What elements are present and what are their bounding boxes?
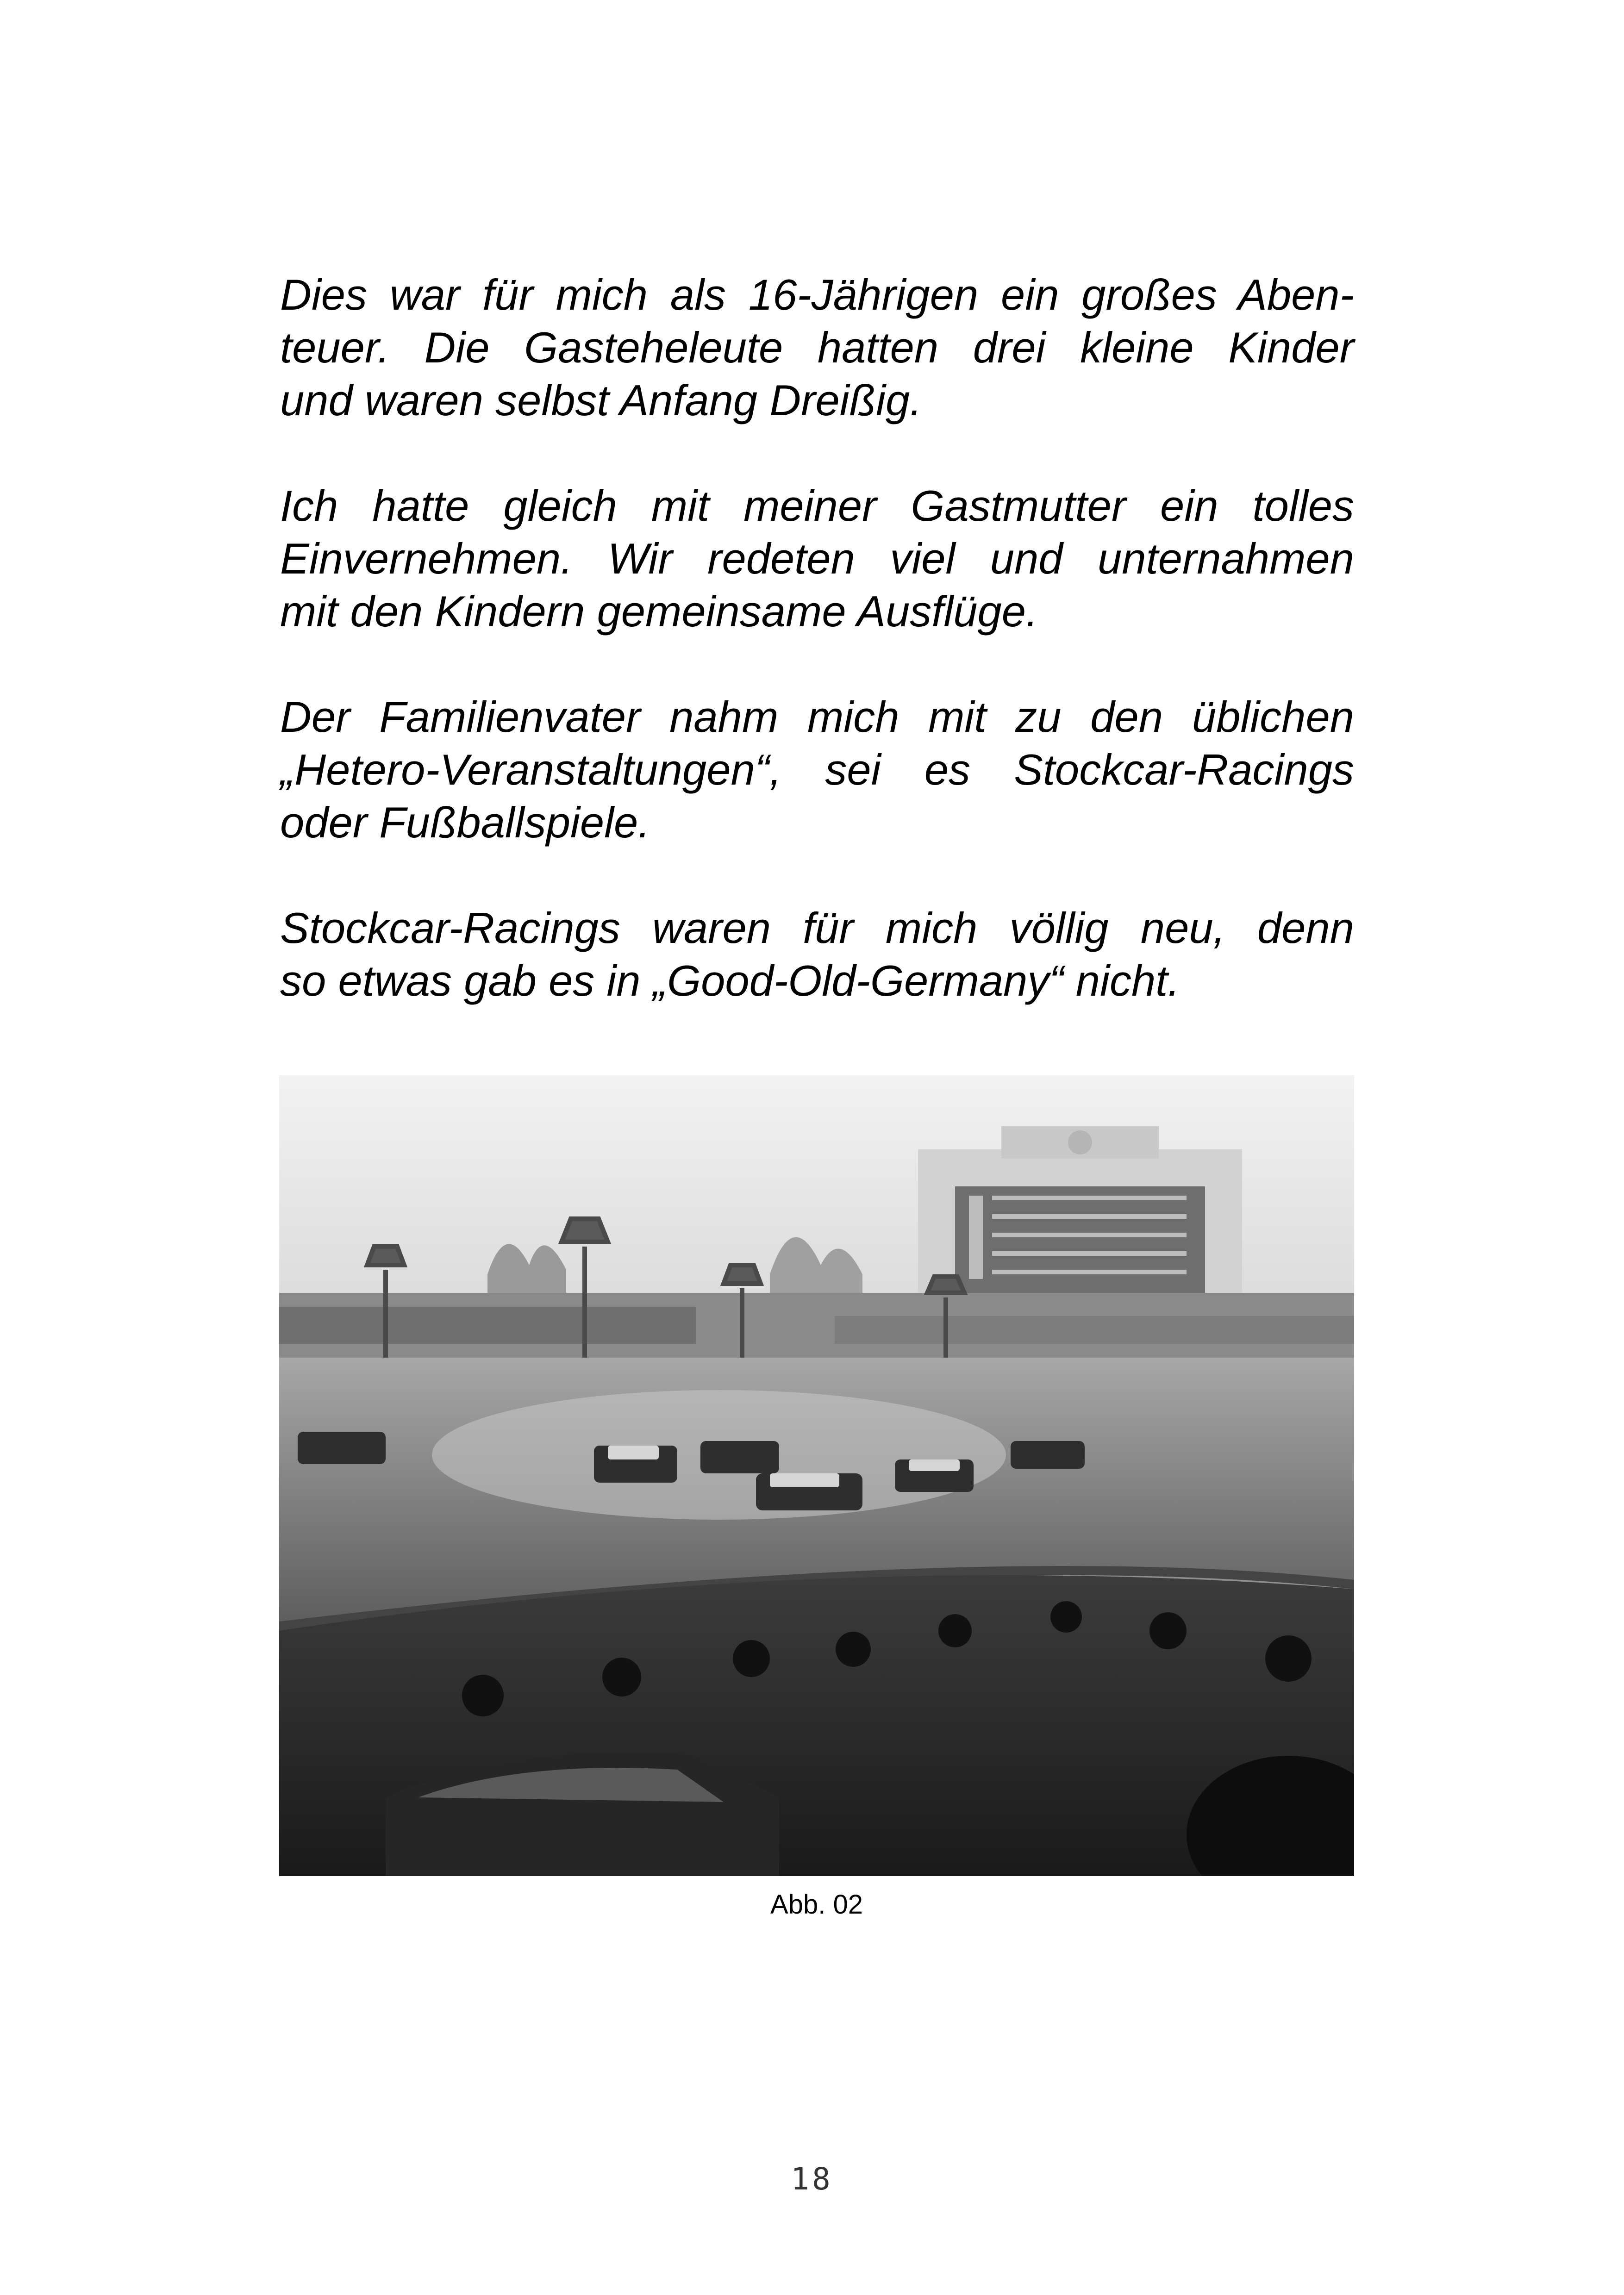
paragraph-1	[280, 268, 1354, 427]
stadium-photo	[279, 1075, 1354, 1876]
figure-caption: Abb. 02	[770, 1890, 863, 1920]
text-line: so etwas gab es in „Good-Old-Germany“ nicht.	[280, 956, 1180, 1005]
text-line: oder Fußballspiele.	[280, 798, 650, 847]
text-line: Stockcar-Racings waren für mich völlig neu, denn	[280, 904, 1354, 952]
text-line: Dies war für mich als 16-Jährigen ein großes Aben-	[280, 270, 1354, 319]
paragraph-2	[280, 480, 1354, 638]
paragraph-3	[280, 691, 1354, 849]
paragraph-4	[280, 902, 1354, 1007]
text-line: und waren selbst Anfang Dreißig.	[280, 376, 922, 424]
text-line: „Hetero-Veranstaltungen“, sei es Stockcar-Racings	[280, 745, 1354, 794]
body-text	[280, 268, 1354, 1060]
page-number: 18	[791, 2161, 833, 2197]
text-line: mit den Kindern gemeinsame Ausflüge.	[280, 587, 1038, 636]
stadium-photo-illustration	[279, 1075, 1354, 1876]
text-line: Der Familienvater nahm mich mit zu den üblichen	[280, 692, 1354, 741]
text-line: Einvernehmen. Wir redeten viel und unternahmen	[280, 534, 1354, 583]
text-line: Ich hatte gleich mit meiner Gastmutter ein tolles	[280, 481, 1354, 530]
text-line: teuer. Die Gasteheleute hatten drei kleine Kinder	[280, 323, 1354, 372]
